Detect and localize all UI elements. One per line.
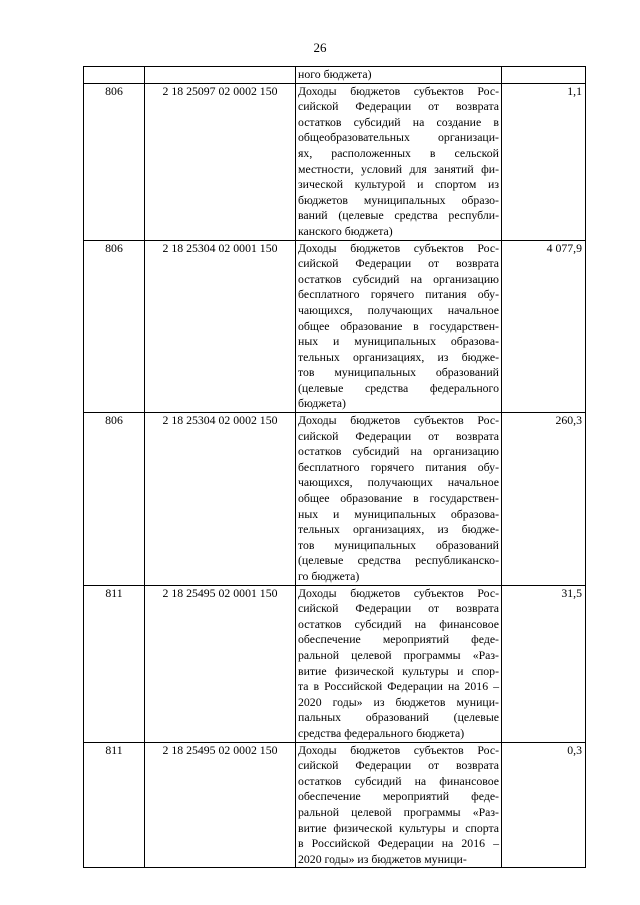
description-line: бюджета) bbox=[298, 396, 346, 411]
description-line: Доходы бюджетов субъектов Рос- bbox=[298, 413, 499, 428]
description-line: ральной целевой программы «Раз- bbox=[298, 804, 499, 819]
amount-cell: 0,3 bbox=[502, 742, 586, 868]
description-line: местности, условий для занятий фи- bbox=[298, 161, 499, 176]
description-line: (целевые средства федерального bbox=[298, 380, 499, 395]
description-line: общее образование в государствен- bbox=[298, 318, 499, 333]
description-line: Доходы бюджетов субъектов Рос- bbox=[298, 240, 499, 255]
description-line: остатков субсидий на создание в bbox=[298, 114, 499, 129]
description-line: ных и муниципальных образова- bbox=[298, 334, 499, 349]
description-line: витие физической культуры и спор- bbox=[298, 663, 499, 678]
description-line: остатков субсидий на организацию bbox=[298, 444, 499, 459]
description-line: Доходы бюджетов субъектов Рос- bbox=[298, 585, 499, 600]
description-line: тельных организациях, из бюдже- bbox=[298, 349, 499, 364]
table-row bbox=[84, 67, 586, 84]
description-line: бюджетов муниципальных образо- bbox=[298, 192, 499, 207]
budget-revenue-table bbox=[83, 66, 586, 868]
description-line: 2020 годы» из бюджетов муници- bbox=[298, 694, 499, 709]
description-line: тов муниципальных образований bbox=[298, 365, 499, 380]
description-line: сийской Федерации от возврата bbox=[298, 428, 499, 443]
description-line: общеобразовательных организаци- bbox=[298, 130, 499, 145]
description-line: го бюджета) bbox=[298, 569, 360, 583]
kbk-code-cell: 2 18 25097 02 0002 150 bbox=[145, 83, 296, 240]
amount-cell bbox=[502, 67, 586, 84]
table-row bbox=[84, 413, 586, 586]
description-line: та в Российской Федерации на 2016 – bbox=[298, 679, 499, 694]
description-line: обеспечение мероприятий феде- bbox=[298, 632, 499, 647]
description-line: обеспечение мероприятий феде- bbox=[298, 789, 499, 804]
description-line: зической культурой и спортом из bbox=[298, 177, 499, 192]
description-line: остатков субсидий на организацию bbox=[298, 271, 499, 286]
description-line: сийской Федерации от возврата bbox=[298, 601, 499, 616]
amount-cell: 4 077,9 bbox=[502, 240, 586, 413]
table-row bbox=[84, 83, 586, 240]
description-line: Доходы бюджетов субъектов Рос- bbox=[298, 83, 499, 98]
description-line: ваний (целевые средства республи- bbox=[298, 208, 499, 223]
admin-code-cell: 806 bbox=[84, 240, 145, 413]
kbk-code-cell: 2 18 25495 02 0001 150 bbox=[145, 585, 296, 742]
description-line: общее образование в государствен- bbox=[298, 491, 499, 506]
table-row bbox=[84, 742, 586, 868]
description-line: чающихся, получающих начальное bbox=[298, 475, 499, 490]
admin-code-cell bbox=[84, 67, 145, 84]
description-line: ральной целевой программы «Раз- bbox=[298, 647, 499, 662]
admin-code-cell: 811 bbox=[84, 742, 145, 868]
kbk-code-cell bbox=[145, 67, 296, 84]
description-line: средства федерального бюджета) bbox=[298, 725, 465, 740]
description-line: ных и муниципальных образова- bbox=[298, 506, 499, 521]
description-line: Доходы бюджетов субъектов Рос- bbox=[298, 742, 499, 757]
amount-cell: 260,3 bbox=[502, 413, 586, 586]
description-line: остатков субсидий на финансовое bbox=[298, 773, 499, 788]
kbk-code-cell: 2 18 25495 02 0002 150 bbox=[145, 742, 296, 868]
amount-cell: 31,5 bbox=[502, 585, 586, 742]
description-line: 2020 годы» из бюджетов муници- bbox=[298, 851, 467, 866]
description-line: сийской Федерации от возврата bbox=[298, 256, 499, 271]
description-line: пальных образований (целевые bbox=[298, 710, 499, 725]
description-line: ного бюджета) bbox=[298, 67, 372, 81]
description-line: витие физической культуры и спорта bbox=[298, 820, 499, 835]
kbk-code-cell: 2 18 25304 02 0001 150 bbox=[145, 240, 296, 413]
table-row bbox=[84, 585, 586, 742]
description-line: бесплатного горячего питания обу- bbox=[298, 287, 499, 302]
admin-code-cell: 806 bbox=[84, 83, 145, 240]
description-cell bbox=[296, 413, 502, 586]
description-cell bbox=[296, 585, 502, 742]
description-cell bbox=[296, 742, 502, 868]
description-line: ях, расположенных в сельской bbox=[298, 145, 499, 160]
table-row bbox=[84, 240, 586, 413]
kbk-code-cell: 2 18 25304 02 0002 150 bbox=[145, 413, 296, 586]
description-line: тов муниципальных образований bbox=[298, 537, 499, 552]
description-cell bbox=[296, 83, 502, 240]
amount-cell: 1,1 bbox=[502, 83, 586, 240]
description-line: тельных организациях, из бюдже- bbox=[298, 522, 499, 537]
table-body bbox=[84, 67, 586, 868]
description-line: в Российской Федерации на 2016 – bbox=[298, 836, 499, 851]
description-cell bbox=[296, 67, 502, 84]
description-line: сийской Федерации от возврата bbox=[298, 99, 499, 114]
description-line: (целевые средства республиканско- bbox=[298, 553, 499, 568]
admin-code-cell: 806 bbox=[84, 413, 145, 586]
description-line: канского бюджета) bbox=[298, 223, 393, 238]
page-number: 26 bbox=[313, 40, 327, 55]
admin-code-cell: 811 bbox=[84, 585, 145, 742]
description-line: бесплатного горячего питания обу- bbox=[298, 459, 499, 474]
description-line: чающихся, получающих начальное bbox=[298, 302, 499, 317]
description-line: сийской Федерации от возврата bbox=[298, 758, 499, 773]
description-line: остатков субсидий на финансовое bbox=[298, 616, 499, 631]
description-cell bbox=[296, 240, 502, 413]
